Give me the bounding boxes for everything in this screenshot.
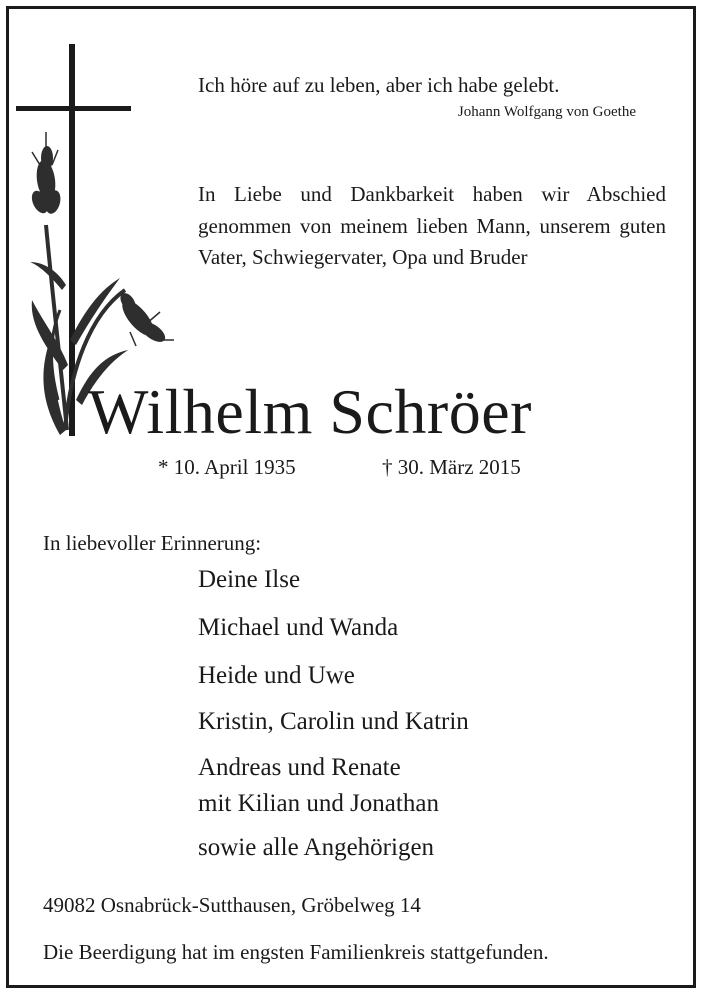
- death-date: † 30. März 2015: [382, 455, 521, 479]
- quote-text: Ich höre auf zu leben, aber ich habe gelebt.: [198, 73, 560, 97]
- mourner-line: Michael und Wanda: [198, 614, 399, 641]
- mourner-line: Kristin, Carolin und Katrin: [198, 708, 469, 735]
- quote-author: Johann Wolfgang von Goethe: [457, 104, 636, 120]
- mourner-line: Deine Ilse: [198, 566, 301, 593]
- mourner-line: mit Kilian und Jonathan: [198, 790, 439, 817]
- deceased-name: Wilhelm Schröer: [88, 376, 532, 447]
- address-line: 49082 Osnabrück-Sutthausen, Gröbelweg 14: [43, 893, 421, 917]
- birth-date: * 10. April 1935: [158, 455, 296, 479]
- mourner-line: sowie alle Angehörigen: [198, 834, 435, 861]
- memory-label: In liebevoller Erinnerung:: [43, 531, 262, 555]
- mourner-line: Heide und Uwe: [198, 662, 355, 689]
- intro-paragraph: In Liebe und Dankbarkeit haben wir Abschied genommen von meinem lieben Mann, unserem guten Vater, Schwiegervater, Opa und Bruder: [198, 182, 666, 269]
- funeral-note: Die Beerdigung hat im engsten Familienkreis stattgefunden.: [43, 940, 549, 964]
- mourner-line: Andreas und Renate: [198, 754, 401, 781]
